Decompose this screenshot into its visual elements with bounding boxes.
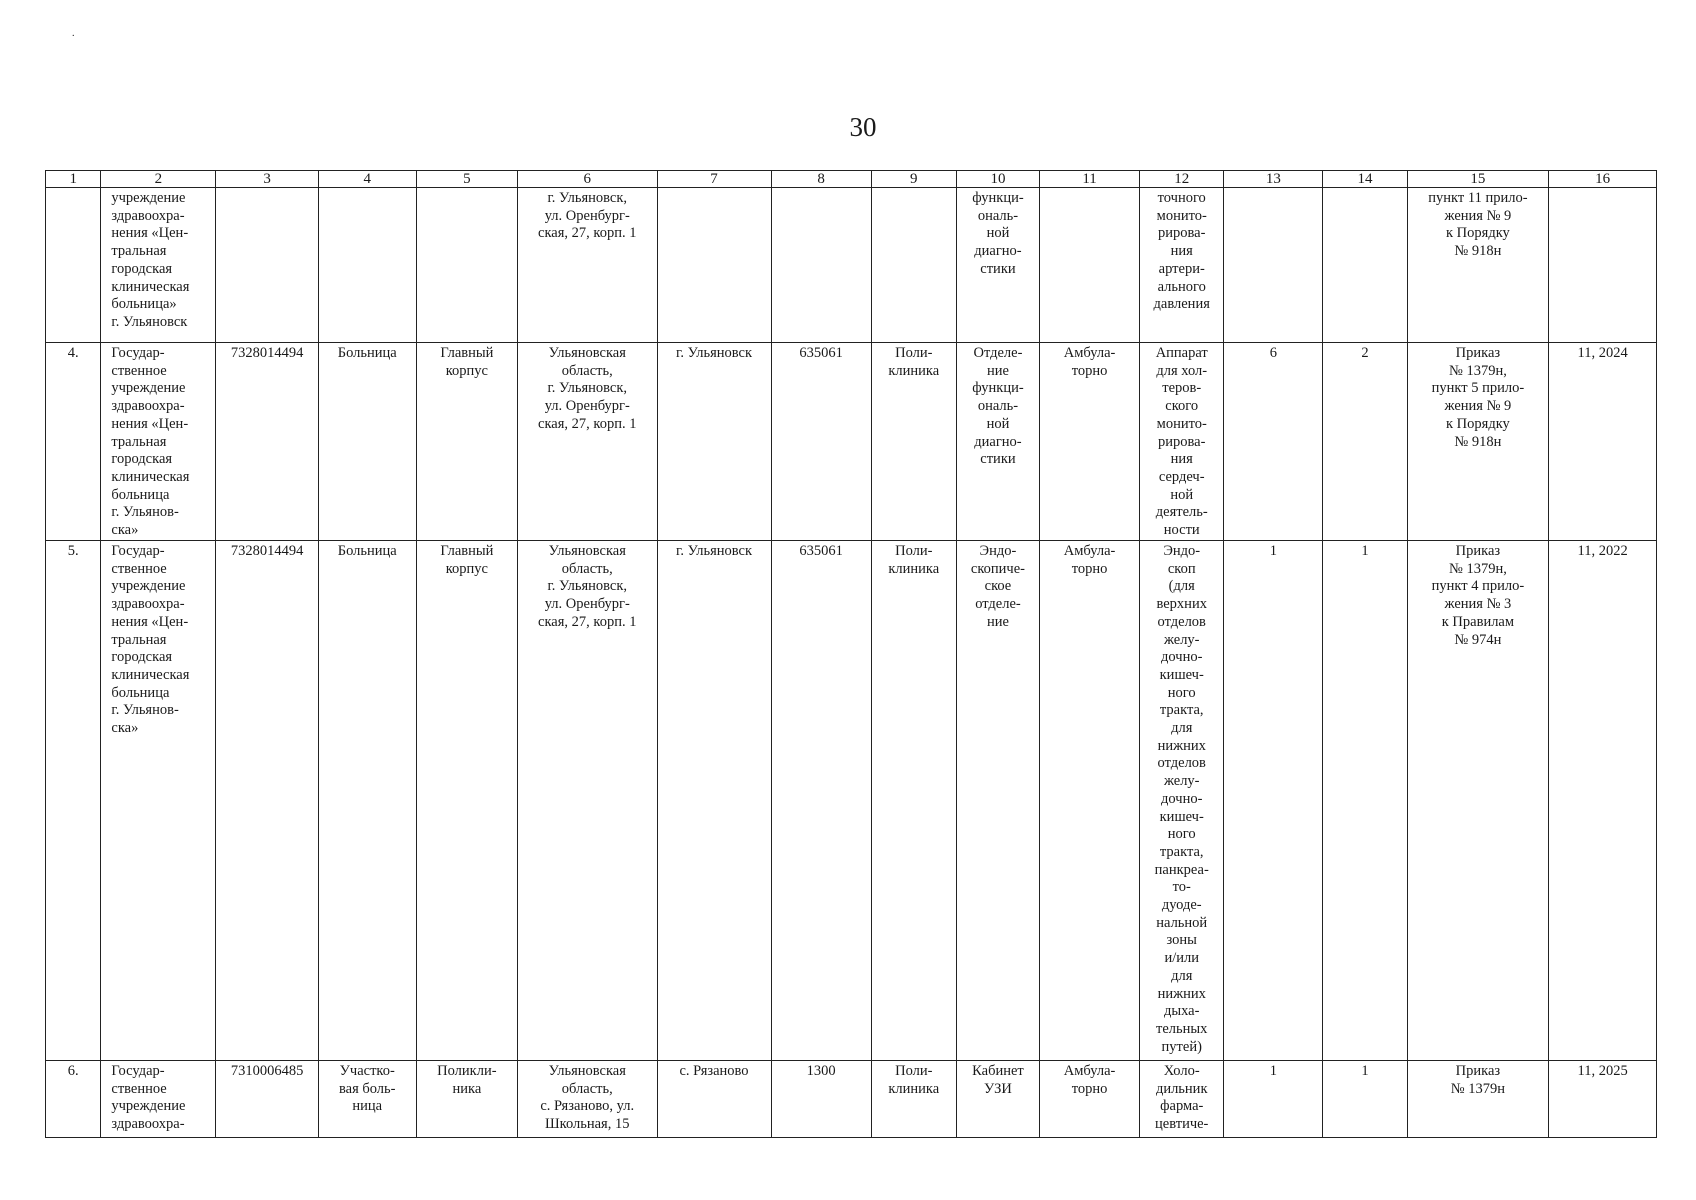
column-header: 15 (1407, 171, 1549, 188)
table-cell-col-7 (657, 188, 771, 343)
table-cell-col-10: Отделе- ние функци- ональ- ной диагно- стики (956, 343, 1039, 541)
table-cell-col-13: 1 (1224, 541, 1323, 1061)
table-cell-col-13: 1 (1224, 1061, 1323, 1138)
table-cell-col-6: г. Ульяновск, ул. Оренбург- ская, 27, корп. 1 (517, 188, 657, 343)
table-cell-col-9: Поли- клиника (871, 1061, 956, 1138)
table-cell-col-11: Амбула- торно (1040, 1061, 1140, 1138)
table-cell-col-1: 4. (46, 343, 101, 541)
table-cell-col-9: Поли- клиника (871, 343, 956, 541)
table-cell-col-14: 2 (1323, 343, 1407, 541)
table-cell-col-16: 11, 2024 (1549, 343, 1657, 541)
table-cell-col-14 (1323, 188, 1407, 343)
column-header: 4 (318, 171, 416, 188)
table-row (46, 541, 1657, 1061)
table-cell-col-12: Эндо- скоп (для верхних отделов желу- дочно- кишеч- ного тракта, для нижних отделов желу- дочно- кишеч- ного тракта, панкреа- то- дуоде- нальной зоны и/или для нижних дыха- тельных путей) (1140, 541, 1224, 1061)
table-cell-col-15: Приказ № 1379н (1407, 1061, 1549, 1138)
table-cell-col-5: Поликли- ника (416, 1061, 517, 1138)
page-number: 30 (849, 112, 877, 142)
table-cell-col-5 (416, 188, 517, 343)
table-row (46, 1061, 1657, 1138)
column-header: 8 (771, 171, 871, 188)
table-cell-col-7: г. Ульяновск (657, 343, 771, 541)
table-cell-col-16 (1549, 188, 1657, 343)
margin-mark: . (72, 28, 75, 39)
column-header: 13 (1224, 171, 1323, 188)
table-cell-col-12: точного монито- рирова- ния артери- ального давления (1140, 188, 1224, 343)
column-header: 12 (1140, 171, 1224, 188)
table-cell-col-13: 6 (1224, 343, 1323, 541)
table-cell-col-4 (318, 188, 416, 343)
table-cell-col-1 (46, 188, 101, 343)
column-header: 3 (216, 171, 318, 188)
table-cell-col-6: Ульяновская область, с. Рязаново, ул. Школьная, 15 (517, 1061, 657, 1138)
table-cell-col-12: Холо- дильник фарма- цевтиче- (1140, 1061, 1224, 1138)
table-cell-col-8: 635061 (771, 343, 871, 541)
column-header: 7 (657, 171, 771, 188)
column-header: 11 (1040, 171, 1140, 188)
table-cell-col-3: 7310006485 (216, 1061, 318, 1138)
column-header: 14 (1323, 171, 1407, 188)
column-header: 1 (46, 171, 101, 188)
table-cell-col-14: 1 (1323, 1061, 1407, 1138)
column-header: 10 (956, 171, 1039, 188)
table-cell-col-9: Поли- клиника (871, 541, 956, 1061)
table-cell-col-11: Амбула- торно (1040, 343, 1140, 541)
table-cell-col-16: 11, 2025 (1549, 1061, 1657, 1138)
table-cell-col-3: 7328014494 (216, 343, 318, 541)
table-cell-col-4: Участко- вая боль- ница (318, 1061, 416, 1138)
column-header: 5 (416, 171, 517, 188)
table-cell-col-2: Государ- ственное учреждение здравоохра- нения «Цен- тральная городская клиническая больница г. Ульянов- ска» (101, 343, 216, 541)
table-cell-col-11: Амбула- торно (1040, 541, 1140, 1061)
table-cell-col-7: с. Рязаново (657, 1061, 771, 1138)
column-header: 2 (101, 171, 216, 188)
column-header: 16 (1549, 171, 1657, 188)
equipment-table (45, 170, 1657, 1138)
table-row (46, 343, 1657, 541)
table-cell-col-13 (1224, 188, 1323, 343)
table-cell-col-11 (1040, 188, 1140, 343)
table-cell-col-2: учреждение здравоохра- нения «Цен- тральная городская клиническая больница» г. Ульяновск (101, 188, 216, 343)
table-cell-col-5: Главный корпус (416, 343, 517, 541)
table-cell-col-3: 7328014494 (216, 541, 318, 1061)
table-cell-col-14: 1 (1323, 541, 1407, 1061)
table-cell-col-15: пункт 11 прило- жения № 9 к Порядку № 918н (1407, 188, 1549, 343)
table-cell-col-1: 5. (46, 541, 101, 1061)
table-row (46, 188, 1657, 343)
table-cell-col-2: Государ- ственное учреждение здравоохра- (101, 1061, 216, 1138)
column-header: 9 (871, 171, 956, 188)
table-cell-col-1: 6. (46, 1061, 101, 1138)
table-cell-col-2: Государ- ственное учреждение здравоохра- нения «Цен- тральная городская клиническая больница г. Ульянов- ска» (101, 541, 216, 1061)
table-cell-col-7: г. Ульяновск (657, 541, 771, 1061)
table-cell-col-15: Приказ № 1379н, пункт 4 прило- жения № 3 к Правилам № 974н (1407, 541, 1549, 1061)
table-cell-col-9 (871, 188, 956, 343)
table-cell-col-10: функци- ональ- ной диагно- стики (956, 188, 1039, 343)
table-cell-col-5: Главный корпус (416, 541, 517, 1061)
header-row (46, 171, 1657, 188)
table-cell-col-8 (771, 188, 871, 343)
table-cell-col-10: Кабинет УЗИ (956, 1061, 1039, 1138)
table-cell-col-3 (216, 188, 318, 343)
table-cell-col-15: Приказ № 1379н, пункт 5 прило- жения № 9 к Порядку № 918н (1407, 343, 1549, 541)
table-cell-col-12: Аппарат для хол- теров- ского монито- рирова- ния сердеч- ной деятель- ности (1140, 343, 1224, 541)
table-cell-col-4: Больница (318, 541, 416, 1061)
table-cell-col-16: 11, 2022 (1549, 541, 1657, 1061)
table-cell-col-6: Ульяновская область, г. Ульяновск, ул. Оренбург- ская, 27, корп. 1 (517, 343, 657, 541)
column-header: 6 (517, 171, 657, 188)
table-cell-col-10: Эндо- скопиче- ское отделе- ние (956, 541, 1039, 1061)
table-cell-col-4: Больница (318, 343, 416, 541)
table-cell-col-6: Ульяновская область, г. Ульяновск, ул. Оренбург- ская, 27, корп. 1 (517, 541, 657, 1061)
table-cell-col-8: 635061 (771, 541, 871, 1061)
table-cell-col-8: 1300 (771, 1061, 871, 1138)
